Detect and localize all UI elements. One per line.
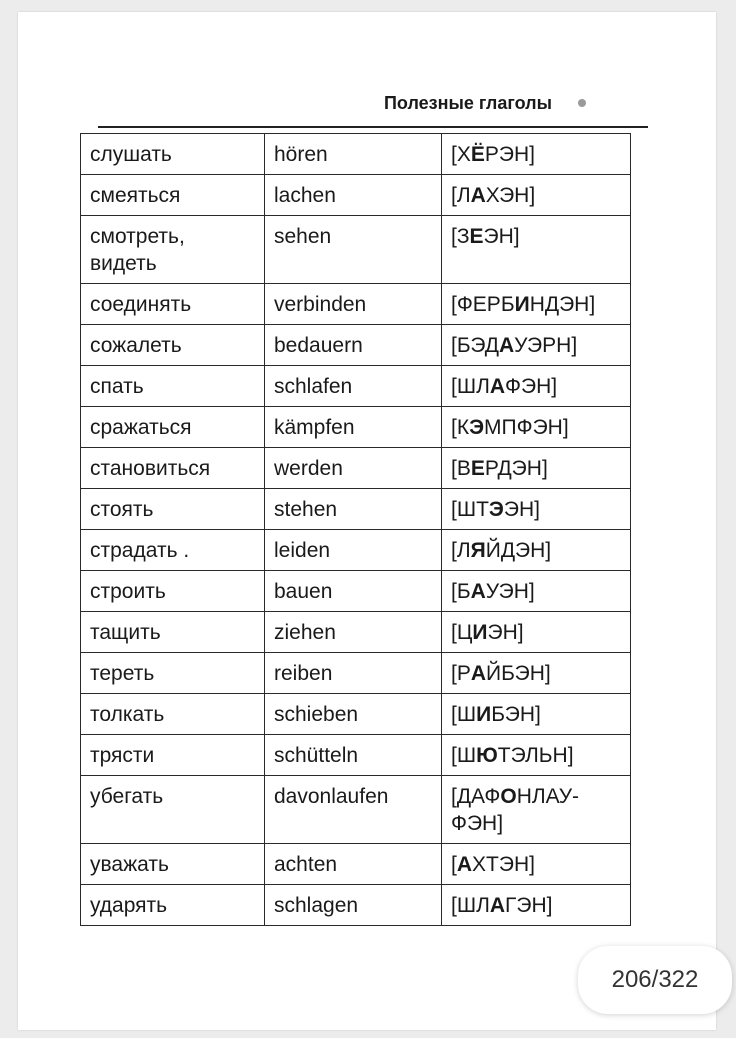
- transcription-part: УЭН]: [485, 580, 535, 603]
- transcription-part: ТЭЛЬН]: [497, 744, 574, 767]
- russian-verb-cell: спать: [81, 366, 265, 407]
- transcription-cell: [442, 366, 631, 407]
- stressed-letter: И: [514, 293, 530, 316]
- table-row: [81, 612, 631, 653]
- russian-verb-cell: соединять: [81, 284, 265, 325]
- page-counter[interactable]: [578, 946, 732, 1014]
- russian-verb-cell: слушать: [81, 134, 265, 175]
- transcription-part: ХТЭН]: [472, 853, 535, 876]
- transcription-cell: [442, 489, 631, 530]
- german-verb-cell: bedauern: [265, 325, 442, 366]
- transcription-part: [З: [451, 225, 470, 248]
- table-row: [81, 571, 631, 612]
- table-row: [81, 653, 631, 694]
- transcription-part: [В: [451, 457, 471, 480]
- table-row: [81, 776, 631, 844]
- stressed-letter: А: [470, 662, 487, 685]
- german-verb-cell: lachen: [265, 175, 442, 216]
- stressed-letter: Е: [469, 225, 484, 248]
- transcription-part: ХЭН]: [485, 184, 536, 207]
- transcription-part: ЭН]: [483, 225, 520, 248]
- german-verb-cell: stehen: [265, 489, 442, 530]
- transcription-part: РЭН]: [484, 143, 536, 166]
- transcription-part: ГЭН]: [505, 894, 553, 917]
- german-verb-cell: schlafen: [265, 366, 442, 407]
- table-row: [81, 366, 631, 407]
- transcription-cell: [442, 694, 631, 735]
- transcription-part: ЭН]: [503, 498, 540, 521]
- german-verb-cell: achten: [265, 844, 442, 885]
- verbs-table-body: [81, 134, 631, 926]
- stressed-letter: Э: [469, 416, 485, 439]
- table-row: [81, 284, 631, 325]
- transcription-part: НДЭН]: [529, 293, 596, 316]
- german-verb-cell: werden: [265, 448, 442, 489]
- transcription-part: [ДАФ: [451, 785, 501, 808]
- page-title: Полезные глаголы: [383, 93, 552, 113]
- german-verb-cell: davonlaufen: [265, 776, 442, 844]
- transcription-cell: [442, 134, 631, 175]
- transcription-part: [К: [451, 416, 470, 439]
- russian-verb-cell: смеяться: [81, 175, 265, 216]
- german-verb-cell: schütteln: [265, 735, 442, 776]
- russian-verb-cell: сожалеть: [81, 325, 265, 366]
- stressed-letter: Ё: [470, 143, 485, 166]
- german-verb-cell: kämpfen: [265, 407, 442, 448]
- transcription-part: [: [451, 853, 457, 876]
- transcription-part: [Ц: [451, 621, 473, 644]
- german-verb-cell: reiben: [265, 653, 442, 694]
- transcription-part: ЙБЭН]: [486, 662, 551, 685]
- transcription-part: ЙДЭН]: [485, 539, 552, 562]
- transcription-part: ЭН]: [487, 621, 524, 644]
- german-verb-cell: bauen: [265, 571, 442, 612]
- russian-verb-cell: сражаться: [81, 407, 265, 448]
- table-row: [81, 735, 631, 776]
- transcription-cell: [442, 407, 631, 448]
- transcription-part: [Ш: [451, 703, 477, 726]
- transcription-part: МПФЭН]: [484, 416, 569, 439]
- russian-verb-cell: тереть: [81, 653, 265, 694]
- verbs-table: [80, 133, 631, 926]
- table-row: [81, 489, 631, 530]
- stressed-letter: О: [500, 785, 517, 808]
- transcription-cell: [442, 448, 631, 489]
- transcription-cell: [442, 776, 631, 844]
- stressed-letter: А: [470, 580, 486, 603]
- stressed-letter: Я: [470, 539, 486, 562]
- russian-verb-cell: ударять: [81, 885, 265, 926]
- transcription-part: [Р: [451, 662, 471, 685]
- table-row: [81, 407, 631, 448]
- transcription-part: [БЭД: [451, 334, 499, 357]
- german-verb-cell: sehen: [265, 216, 442, 284]
- stressed-letter: А: [489, 375, 506, 398]
- transcription-part: [ФЕРБ: [451, 293, 515, 316]
- transcription-part: [Б: [451, 580, 471, 603]
- transcription-part: [ШЛ: [451, 894, 490, 917]
- stressed-letter: Ю: [476, 744, 498, 767]
- transcription-cell: [442, 612, 631, 653]
- table-row: [81, 885, 631, 926]
- stressed-letter: А: [489, 894, 506, 917]
- transcription-cell: [442, 885, 631, 926]
- transcription-cell: [442, 530, 631, 571]
- transcription-part: РДЭН]: [484, 457, 548, 480]
- transcription-cell: [442, 735, 631, 776]
- table-row: [81, 216, 631, 284]
- transcription-part: [ШТ: [451, 498, 489, 521]
- russian-verb-cell: уважать: [81, 844, 265, 885]
- russian-verb-cell: тащить: [81, 612, 265, 653]
- table-row: [81, 844, 631, 885]
- transcription-part: [Л: [451, 539, 471, 562]
- table-row: [81, 448, 631, 489]
- transcription-cell: [442, 216, 631, 284]
- stressed-letter: И: [476, 703, 492, 726]
- page-header: [98, 90, 648, 128]
- stressed-letter: А: [499, 334, 515, 357]
- stressed-letter: А: [470, 184, 486, 207]
- transcription-cell: [442, 284, 631, 325]
- table-row: [81, 694, 631, 735]
- russian-verb-cell: толкать: [81, 694, 265, 735]
- russian-verb-cell: смотреть, видеть: [81, 216, 265, 284]
- transcription-cell: [442, 571, 631, 612]
- stressed-letter: И: [472, 621, 488, 644]
- bullet-dot-icon: [578, 99, 586, 107]
- russian-verb-cell: строить: [81, 571, 265, 612]
- transcription-part: УЭРН]: [514, 334, 578, 357]
- transcription-cell: [442, 325, 631, 366]
- transcription-part: [Х: [451, 143, 471, 166]
- transcription-part: [ШЛ: [451, 375, 490, 398]
- german-verb-cell: verbinden: [265, 284, 442, 325]
- transcription-part: БЭН]: [491, 703, 541, 726]
- german-verb-cell: hören: [265, 134, 442, 175]
- transcription-part: [Ш: [451, 744, 477, 767]
- german-verb-cell: schieben: [265, 694, 442, 735]
- table-row: [81, 530, 631, 571]
- transcription-part: НЛАУ- ФЭН]: [451, 785, 580, 835]
- russian-verb-cell: стоять: [81, 489, 265, 530]
- transcription-cell: [442, 844, 631, 885]
- russian-verb-cell: страдать .: [81, 530, 265, 571]
- german-verb-cell: leiden: [265, 530, 442, 571]
- page-counter-label: 206/322: [611, 966, 699, 993]
- russian-verb-cell: убегать: [81, 776, 265, 844]
- russian-verb-cell: становиться: [81, 448, 265, 489]
- stressed-letter: Э: [488, 498, 504, 521]
- transcription-part: ФЭН]: [505, 375, 558, 398]
- table-row: [81, 134, 631, 175]
- stressed-letter: А: [456, 853, 473, 876]
- german-verb-cell: schlagen: [265, 885, 442, 926]
- table-row: [81, 325, 631, 366]
- table-row: [81, 175, 631, 216]
- transcription-cell: [442, 653, 631, 694]
- stressed-letter: Е: [470, 457, 485, 480]
- transcription-part: [Л: [451, 184, 471, 207]
- german-verb-cell: ziehen: [265, 612, 442, 653]
- transcription-cell: [442, 175, 631, 216]
- russian-verb-cell: трясти: [81, 735, 265, 776]
